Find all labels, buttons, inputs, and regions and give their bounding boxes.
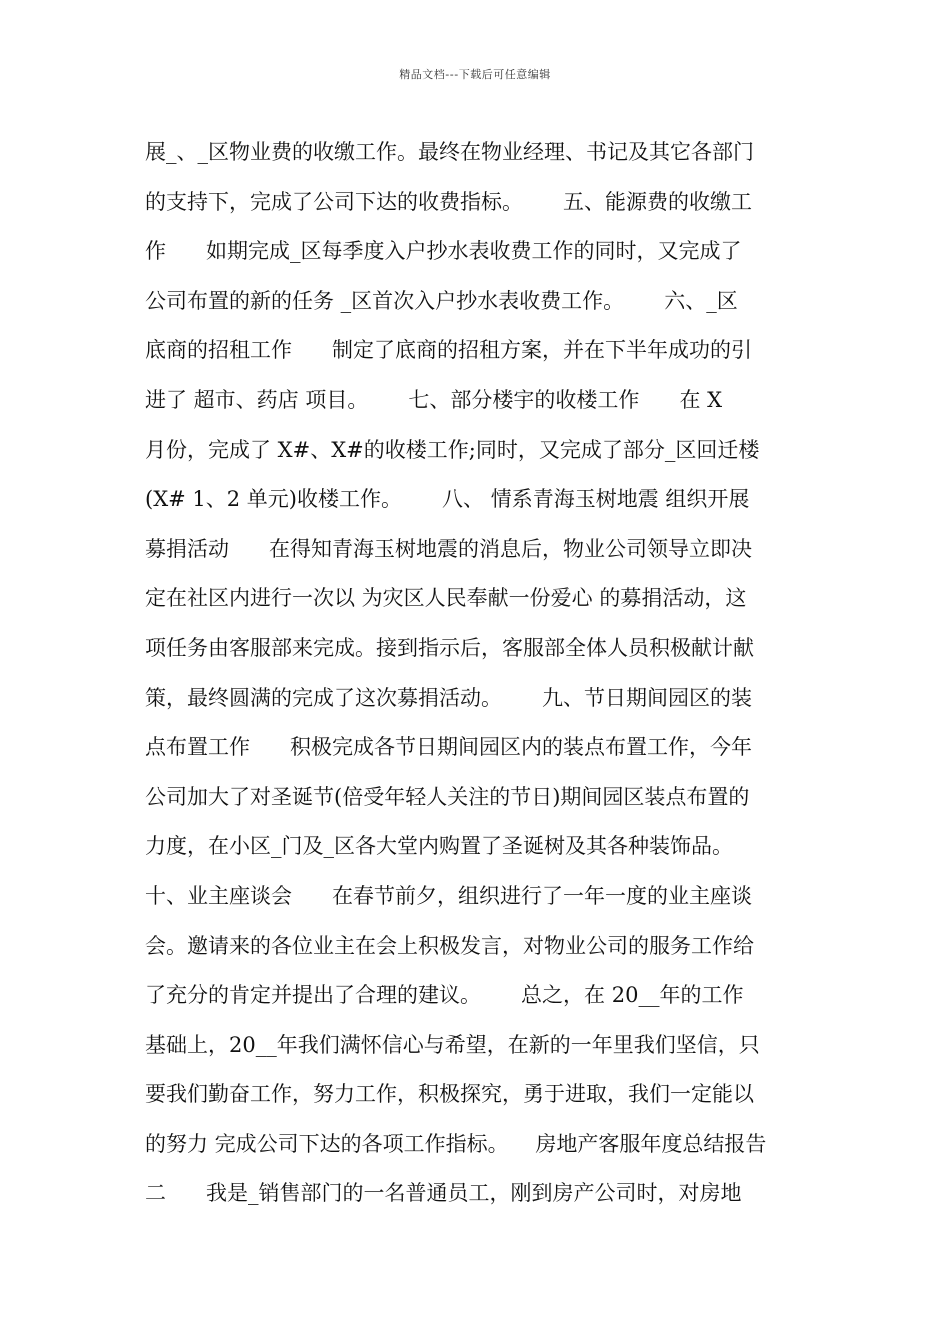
text-line: 的支持下，完成了公司下达的收费指标。 五、能源费的收缴工 [145,189,753,214]
text-line: 二 我是_销售部门的一名普通员工，刚到房产公司时，对房地 [145,1181,742,1206]
text-line: 力度，在小区_门及_区各大堂内购置了圣诞树及其各种装饰品。 [145,834,733,859]
text-line: 月份，完成了 X#、X#的收楼工作;同时，又完成了部分_区回迁楼 [145,437,760,462]
text-line: 公司加大了对圣诞节(倍受年轻人关注的节日)期间园区装点布置的 [145,784,750,809]
text-line: 展_、_区物业费的收缴工作。最终在物业经理、书记及其它各部门 [145,140,754,164]
text-line: 点布置工作 积极完成各节日期间园区内的装点布置工作，今年 [145,735,753,760]
text-line: 基础上，20__年我们满怀信心与希望，在新的一年里我们坚信，只 [145,1032,760,1057]
text-line: 进了 超市、药店 项目。 七、部分楼宇的收楼工作 在 X [145,387,723,412]
text-line: 会。邀请来的各位业主在会上积极发言，对物业公司的服务工作给 [145,933,754,958]
text-line: 作 如期完成_区每季度入户抄水表收费工作的同时，又完成了 [145,239,742,264]
text-line: (X# 1、2 单元)收楼工作。 八、 情系青海玉树地震 组织开展 [145,487,750,512]
text-line: 公司布置的新的任务 _区首次入户抄水表收费工作。 六、_区 [145,288,738,313]
text-line: 项任务由客服部来完成。接到指示后，客服部全体人员积极献计献 [145,635,754,660]
text-line: 了充分的肯定并提出了合理的建议。 总之，在 20__年的工作 [145,983,744,1008]
text-line: 十、业主座谈会 在春节前夕，组织进行了一年一度的业主座谈 [145,883,753,908]
page-header: 精品文档---下载后可任意编辑 [399,68,551,81]
document-body [145,132,810,1223]
text-line: 定在社区内进行一次以 为灾区人民奉献一份爱心 的募捐活动，这 [145,586,747,611]
text-line: 要我们勤奋工作，努力工作，积极探究，勇于进取，我们一定能以 [145,1082,754,1107]
text-line: 策，最终圆满的完成了这次募捐活动。 九、节日期间园区的装 [145,685,753,710]
text-line: 的努力 完成公司下达的各项工作指标。 房地产客服年度总结报告 [145,1131,767,1156]
text-line: 底商的招租工作 制定了底商的招租方案，并在下半年成功的引 [145,338,753,363]
text-line: 募捐活动 在得知青海玉树地震的消息后，物业公司领导立即决 [145,536,753,561]
